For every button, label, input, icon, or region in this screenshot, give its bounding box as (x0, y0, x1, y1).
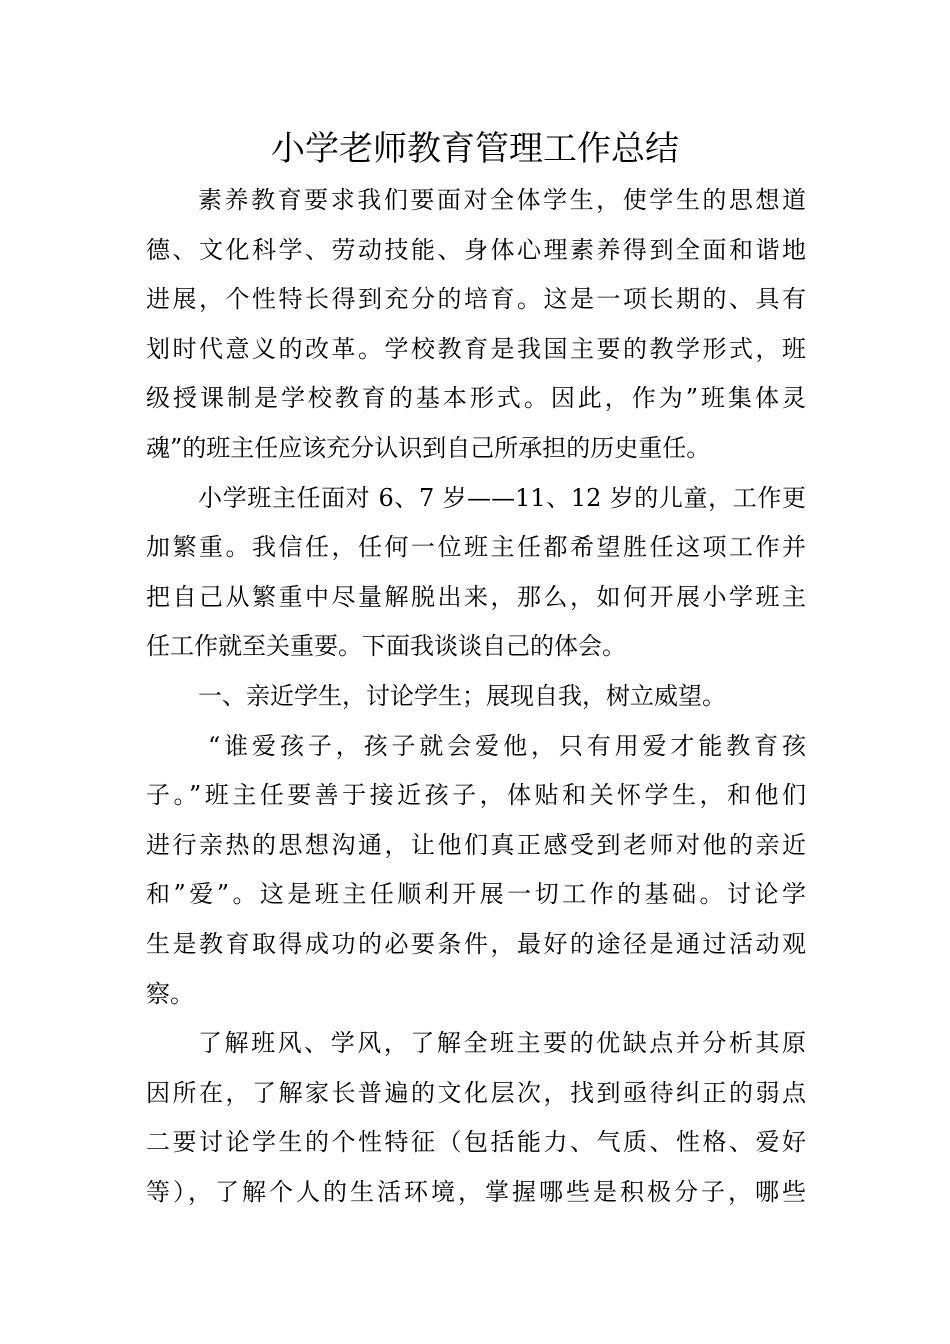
paragraph-line: 二要讨论学生的个性特征（包括能力、气质、性格、爱好 (146, 1128, 806, 1157)
paragraph-line: “谁爱孩子，孩子就会爱他，只有用爱才能教育孩 (208, 731, 806, 760)
paragraph-line: 等），了解个人的生活环境，掌握哪些是积极分子，哪些 (146, 1177, 806, 1206)
paragraph-4 (146, 722, 806, 1020)
paragraph-line: 子。”班主任要善于接近孩子，体贴和关怀学生，和他们 (146, 781, 806, 810)
paragraph-line: 了解班风、学风，了解全班主要的优缺点并分析其原 (198, 1029, 806, 1058)
paragraph-line: 进行亲热的思想沟通，让他们真正感受到老师对他的亲近 (146, 830, 806, 859)
paragraph-line: 进展，个性特长得到充分的培育。这是一项长期的、具有 (146, 285, 806, 314)
document-body (146, 176, 806, 1217)
paragraph-1 (146, 176, 806, 474)
paragraph-line: 因所在，了解家长普遍的文化层次，找到亟待纠正的弱点 (146, 1078, 806, 1107)
paragraph-line: 察。 (146, 979, 194, 1008)
paragraph-line: 生是教育取得成功的必要条件，最好的途径是通过活动观 (146, 929, 806, 958)
paragraph-2 (146, 474, 806, 672)
document-title: 小学老师教育管理工作总结 (271, 129, 679, 169)
paragraph-line: 德、文化科学、劳动技能、身体心理素养得到全面和谐地 (146, 235, 806, 264)
paragraph-line: 小学班主任面对 6、7 岁——11、12 岁的儿童，工作更 (198, 483, 806, 512)
paragraph-line: 级授课制是学校教育的基本形式。因此，作为”班集体灵 (146, 384, 806, 413)
paragraph-line: 和”爱”。这是班主任顺利开展一切工作的基础。讨论学 (146, 880, 806, 909)
paragraph-line: 划时代意义的改革。学校教育是我国主要的教学形式，班 (146, 334, 806, 363)
paragraph-line: 把自己从繁重中尽量解脱出来，那么，如何开展小学班主 (146, 582, 806, 611)
paragraph-line: 素养教育要求我们要面对全体学生，使学生的思想道 (198, 186, 806, 214)
paragraph-line: 魂”的班主任应该充分认识到自己所承担的历史重任。 (146, 433, 711, 462)
paragraph-5 (146, 1019, 806, 1217)
paragraph-line: 加繁重。我信任，任何一位班主任都希望胜任这项工作并 (146, 533, 806, 562)
paragraph-3-heading (146, 672, 806, 722)
paragraph-line: 任工作就至关重要。下面我谈谈自己的体会。 (146, 632, 626, 661)
section-heading: 一、亲近学生，讨论学生；展现自我，树立威望。 (198, 681, 726, 710)
